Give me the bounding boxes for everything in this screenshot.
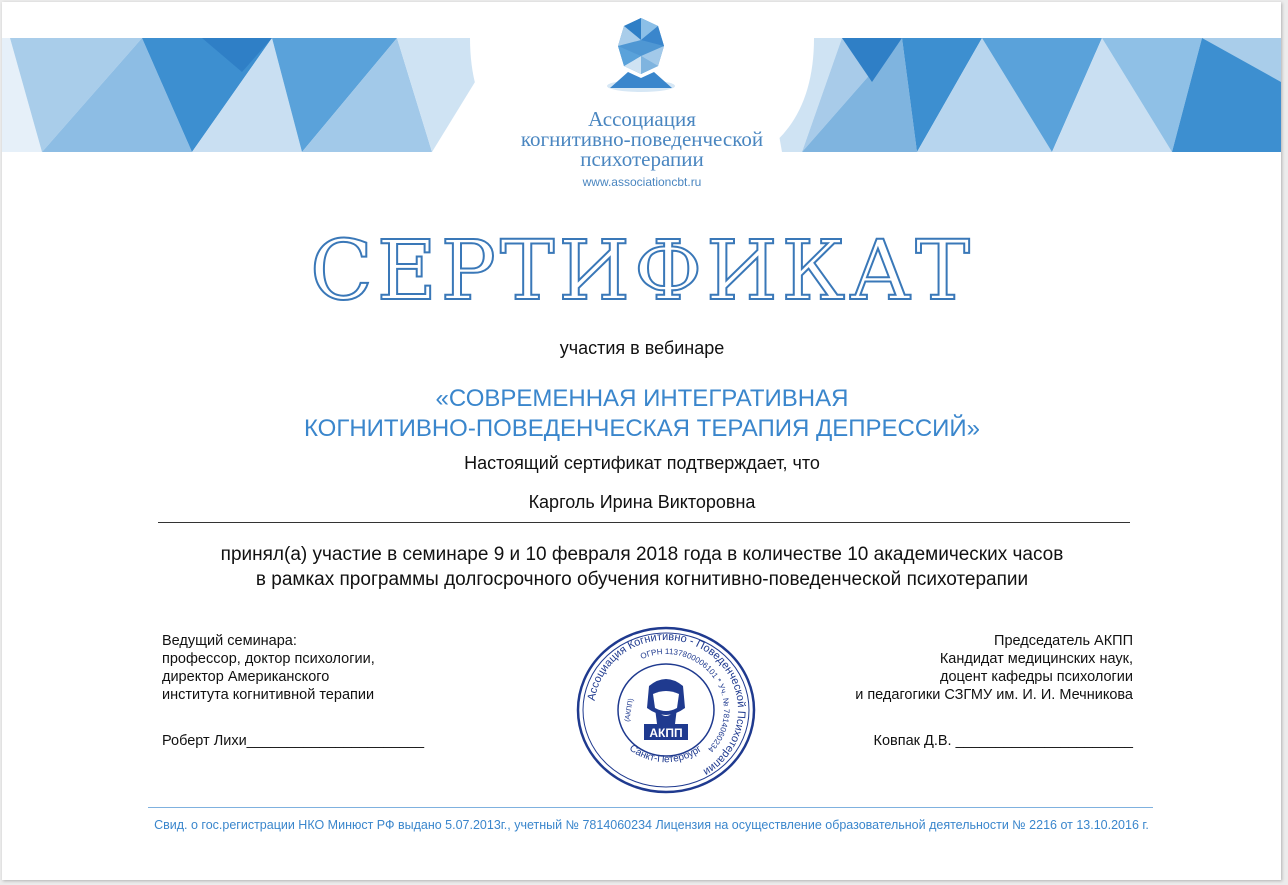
footer-divider — [148, 807, 1153, 808]
stamp-inner-text: ОГРН 1137800006101 * Уч. № 7814060234 — [639, 646, 732, 754]
webinar-title-line1: «СОВРЕМЕННАЯ ИНТЕГРАТИВНАЯ — [435, 385, 849, 412]
left-signatory-role: Ведущий семинара: — [162, 633, 297, 649]
stamp-outer-text: Ассоциация Когнитивно - Поведенческой Психотерапии — [585, 630, 748, 778]
right-signatory-line2: Кандидат медицинских наук, — [939, 651, 1133, 667]
organization-name-line2: когнитивно-поведенческой — [520, 127, 764, 151]
participation-line2: в рамках программы долгосрочного обучения когнитивно-поведенческой психотерапии — [255, 569, 1029, 590]
certificate-subtitle: участия в вебинаре — [559, 338, 725, 358]
recipient-underline — [158, 522, 1130, 523]
webinar-title — [142, 384, 1142, 444]
left-signature: Роберт Лихи______________________ — [162, 733, 425, 749]
bust-logo — [598, 16, 684, 92]
official-stamp — [571, 624, 761, 796]
right-signatory-info — [762, 632, 1133, 704]
stamp-city: Санкт-Петербург — [627, 742, 704, 766]
left-signatory-line2: профессор, доктор психологии, — [162, 651, 375, 667]
certificate-title: СЕРТИФИКАТ — [310, 224, 974, 319]
footer-registration: Свид. о гос.регистрации НКО Минюст РФ выдано 5.07.2013г., учетный № 7814060234 Лицензия на осуществление образовательной деятельности № 2216 от 13.10.2016 г. — [154, 818, 1149, 832]
participation-text — [142, 542, 1142, 592]
right-signature: Ковпак Д.В. ______________________ — [873, 733, 1133, 749]
organization-name-line3: психотерапии — [580, 147, 704, 171]
certificate-page — [2, 2, 1281, 880]
confirmation-text: Настоящий сертификат подтверждает, что — [464, 453, 820, 473]
left-signatory-line4: института когнитивной терапии — [162, 687, 375, 703]
recipient-name: Карголь Ирина Викторовна — [528, 492, 756, 512]
left-signatory-info — [162, 632, 522, 704]
participation-line1: принял(а) участие в семинаре 9 и 10 февраля 2018 года в количестве 10 академических часов — [220, 544, 1064, 565]
right-signatory-line4: и педагогики СЗГМУ им. И. И. Мечникова — [855, 687, 1133, 703]
organization-name-line1: Ассоциация — [588, 107, 696, 131]
right-signatory-role: Председатель АКПП — [994, 633, 1133, 649]
right-signatory-line3: доцент кафедры психологии — [940, 669, 1133, 685]
stamp-abbreviation: АКПП — [649, 726, 683, 740]
stamp-side-text: (АКПП) — [624, 698, 636, 723]
webinar-title-line2: КОГНИТИВНО-ПОВЕДЕНЧЕСКАЯ ТЕРАПИЯ ДЕПРЕССИЙ» — [303, 415, 981, 442]
left-signatory-line3: директор Американского — [162, 669, 330, 685]
organization-name — [442, 109, 842, 169]
organization-website: www.associationcbt.ru — [582, 175, 702, 189]
